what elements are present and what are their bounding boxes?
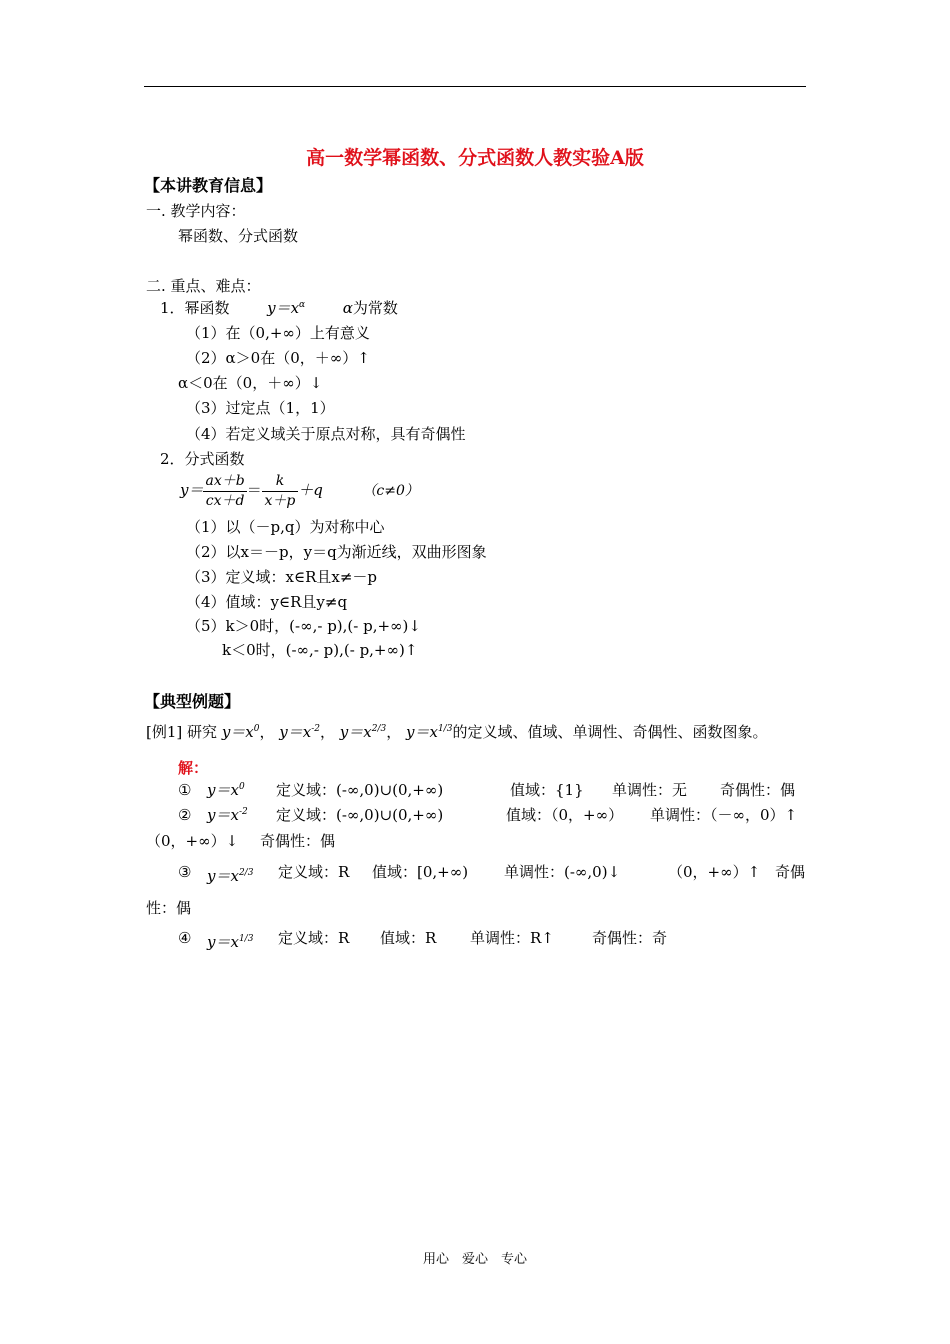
part1-label: 一. 教学内容： bbox=[146, 202, 246, 220]
solution-row-1-num: ① bbox=[178, 781, 192, 799]
fraction-prop-4: （4）值域：y∈R且y≠q bbox=[186, 593, 348, 611]
page-footer: 用心 爱心 专心 bbox=[422, 1252, 527, 1267]
part2-label: 二. 重点、难点： bbox=[146, 277, 261, 295]
power-prop-2b: α＜0在（0，＋∞）↓ bbox=[178, 374, 323, 392]
part1-content: 幂函数、分式函数 bbox=[178, 227, 299, 245]
solution-row-3-func: $y=x^{2/3}$ bbox=[207, 867, 254, 885]
solution-row-2-monotonic-2: （0，+∞）↓ bbox=[146, 832, 239, 850]
solution-row-4-parity: 奇偶性：奇 bbox=[592, 929, 668, 947]
solution-row-3-domain: 定义域：R bbox=[278, 863, 350, 881]
fraction-head: 2．分式函数 bbox=[160, 450, 245, 468]
solution-row-2-parity: 奇偶性：偶 bbox=[260, 832, 336, 850]
fraction-prop-5b: k＜0时，(-∞,- p),(- p,+∞)↑ bbox=[222, 641, 418, 659]
ex1-f1: $y=x^0$ bbox=[221, 723, 260, 741]
power-function-row bbox=[160, 298, 398, 318]
power-head: 1．幂函数 bbox=[160, 299, 230, 317]
fraction-1: $\frac{ax+b}{cx+d}$ bbox=[205, 472, 245, 509]
solution-row-4-monotonic: 单调性：R↑ bbox=[470, 929, 554, 947]
solution-row-4-domain: 定义域：R bbox=[278, 929, 350, 947]
fraction-prop-2: （2）以x＝－p，y＝q为渐近线，双曲形图象 bbox=[186, 543, 487, 561]
ex1-f3: $y=x^{2/3}$ bbox=[339, 723, 387, 741]
solution-row-4-func: $y=x^{1/3}$ bbox=[207, 933, 254, 951]
solution-row-3-parity-cont: 性：偶 bbox=[146, 899, 192, 917]
power-formula: $y=x^\alpha$ bbox=[267, 299, 306, 317]
solution-row-4-num: ④ bbox=[178, 929, 192, 947]
solution-row-2-monotonic: 单调性：（－∞，0）↑ bbox=[650, 806, 798, 824]
solution-row-2-func: $y=x^{-2}$ bbox=[207, 806, 248, 824]
solution-row-1-func: $y=x^0$ bbox=[207, 781, 245, 799]
example-1: [例1] 研究 $y=x^0$， $y=x^{-2}$， $y=x^{2/3}$， $y=x^{1/3}$的定义域、值域、单调性、奇偶性、函数图象。 bbox=[146, 723, 768, 741]
header-rule bbox=[144, 86, 806, 87]
power-const: 为常数 bbox=[352, 299, 398, 317]
solution-row-2-range: 值域：（0，+∞） bbox=[506, 806, 624, 824]
fraction-formula: y＝ $\frac{ax+b}{cx+d}$ ＝ $\frac{k}{x+p}$ ＋q （c≠0） bbox=[180, 472, 419, 509]
solution-row-1-monotonic: 单调性：无 bbox=[612, 781, 688, 799]
solution-row-3-range: 值域：[0,+∞) bbox=[372, 863, 469, 881]
fraction-condition: （c≠0） bbox=[362, 483, 419, 499]
solution-row-3-parity: 奇偶 bbox=[775, 863, 806, 881]
solution-row-1-domain: 定义域：(-∞,0)∪(0,+∞) bbox=[276, 781, 444, 799]
power-alpha: α bbox=[342, 299, 353, 317]
solution-row-3-monotonic-2: （0，+∞）↑ bbox=[668, 863, 761, 881]
section-heading-info: 【本讲教育信息】 bbox=[144, 176, 273, 195]
fraction-prop-3: （3）定义域：x∈R且x≠－p bbox=[186, 568, 378, 586]
fraction-2: $\frac{k}{x+p}$ bbox=[262, 473, 298, 510]
solution-row-2-domain: 定义域：(-∞,0)∪(0,+∞) bbox=[276, 806, 444, 824]
solution-label: 解： bbox=[178, 759, 209, 777]
power-prop-2a: （2）α＞0在（0，＋∞）↑ bbox=[186, 349, 370, 367]
solution-row-1-range: 值域：{1} bbox=[510, 781, 584, 799]
solution-row-4-range: 值域：R bbox=[380, 929, 437, 947]
solution-row-3-monotonic: 单调性：(-∞,0)↓ bbox=[504, 863, 621, 881]
ex1-f2: $y=x^{-2}$ bbox=[279, 723, 320, 741]
fraction-prop-1: （1）以（－p,q）为对称中心 bbox=[186, 518, 385, 536]
ex1-f4: $y=x^{1/3}$ bbox=[406, 723, 453, 741]
section-heading-examples: 【典型例题】 bbox=[144, 692, 241, 711]
page-title: 高一数学幂函数、分式函数人教实验A版 bbox=[306, 147, 644, 169]
solution-row-2-num: ② bbox=[178, 806, 192, 824]
solution-row-1-parity: 奇偶性：偶 bbox=[720, 781, 796, 799]
power-prop-4: （4）若定义域关于原点对称，具有奇偶性 bbox=[186, 425, 466, 443]
power-prop-1: （1）在（0,+∞）上有意义 bbox=[186, 324, 370, 342]
solution-row-3-num: ③ bbox=[178, 863, 192, 881]
fraction-prop-5a: （5）k＞0时，(-∞,- p),(- p,+∞)↓ bbox=[186, 617, 421, 635]
power-prop-3: （3）过定点（1，1） bbox=[186, 399, 335, 417]
